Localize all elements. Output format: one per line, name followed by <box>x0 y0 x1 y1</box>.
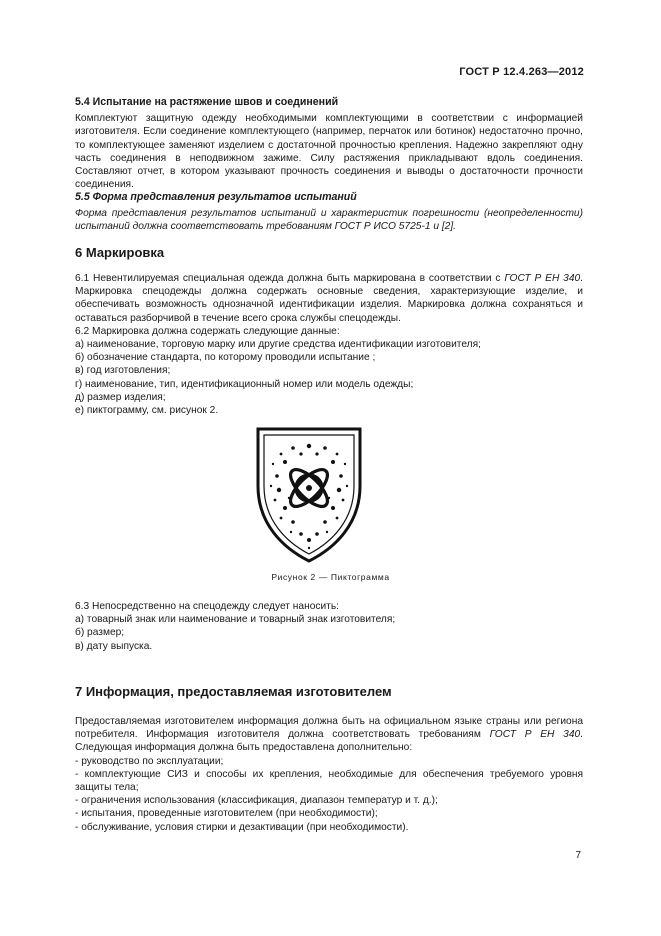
page-number: 7 <box>575 850 581 861</box>
section-7-intro-ref: ГОСТ Р ЕН 340 <box>489 729 581 741</box>
list-item: а) наименование, торговую марку или другие средства идентификации изготовителя; <box>75 339 481 351</box>
pictogram-figure <box>255 426 363 564</box>
clause-6-1 <box>75 272 583 325</box>
list-item: б) обозначение стандарта, по которому проводили испытание ; <box>75 352 376 364</box>
list-item: б) размер; <box>75 627 125 639</box>
list-item: - комплектующие СИЗ и способы их крепления, необходимые для обеспечения требуемого уровня защиты тела; <box>75 768 583 794</box>
section-7-heading: 7 Информация, предоставляемая изготовителем <box>75 684 392 699</box>
list-item: в) дату выпуска. <box>75 640 153 652</box>
list-item: - ограничения использования (классификация, диапазон температур и т. д.); <box>75 795 438 807</box>
section-5-4 <box>75 96 583 191</box>
list-item: а) товарный знак или наименование и товарный знак изготовителя; <box>75 614 396 626</box>
clause-6-1-part-b: . Маркировка спецодежды должна содержать основные сведения, характеризующие изделие, и обеспечивать возможность однозначной идентификации изделия. Маркировка должна сохраняться и оставаться разборчивой в течение всего срока службы спецодежды. <box>75 273 583 324</box>
list-item: - испытания, проведенные изготовителем (при необходимости); <box>75 808 378 820</box>
section-7-intro <box>75 715 583 755</box>
section-5-5-text: Форма представления результатов испытаний и характеристик погрешности (неопределенности) испытаний должна соответствовать требованиям ГОСТ Р ИСО 5725-1 и [2]. <box>75 208 583 233</box>
clause-6-1-part-a: 6.1 Невентилируемая специальная одежда должна быть маркирована в соответствии с <box>75 273 505 284</box>
figure-caption: Рисунок 2 — Пиктограмма <box>271 572 390 582</box>
section-5-4-text <box>75 112 583 191</box>
list-item: г) наименование, тип, идентификационный номер или модель одежды; <box>75 378 414 390</box>
list-item: е) пиктограмму, см. рисунок 2. <box>75 405 219 417</box>
section-7-body <box>75 715 583 834</box>
standard-code-header: ГОСТ Р 12.4.263—2012 <box>459 66 584 78</box>
section-7-intro-part-a: Предоставляемая изготовителем информация должна быть на официальном языке страны или региона потребителя. Информация изготовителя должна соответствовать требованиям <box>75 716 583 741</box>
list-item: - руководство по эксплуатации; <box>75 755 224 767</box>
section-6-heading: 6 Маркировка <box>75 245 165 260</box>
section-5-4-heading: 5.4 Испытание на растяжение швов и соединений <box>75 96 339 108</box>
clause-6-2: 6.2 Маркировка должна содержать следующие данные: <box>75 325 340 337</box>
clause-6-1-ref: ГОСТ Р ЕН 340 <box>504 273 581 284</box>
list-item: д) размер изделия; <box>75 391 166 403</box>
section-7-intro-part-b: . Следующая информация должна быть предоставлена дополнительно: <box>75 729 584 754</box>
clause-6-3: 6.3 Непосредственно на спецодежду следует наносить: <box>75 601 339 612</box>
section-5-4-text-content: Комплектуют защитную одежду необходимыми комплектующими в соответствии с информацией изготовителя. Если соединение комплектующего (например, перчаток или ботинок) недостаточно прочно, то комплектующее заменяют изделием с достаточной прочностью крепления. Надежно закрепляют одну часть соединения в неподвижном зажиме. Силу растяжения прикладывают вдоль соединения. Составляют отчет, в котором указывают прочность соединения и выводы о достаточности прочности соединения. <box>75 113 583 191</box>
section-6-body <box>75 272 583 417</box>
list-item: в) год изготовления; <box>75 365 171 377</box>
section-5-5 <box>75 191 583 234</box>
section-6-3 <box>75 600 583 653</box>
list-item: - обслуживание, условия стирки и дезактивации (при необходимости). <box>75 821 409 833</box>
section-5-5-heading: 5.5 Форма представления результатов испытаний <box>75 191 357 203</box>
